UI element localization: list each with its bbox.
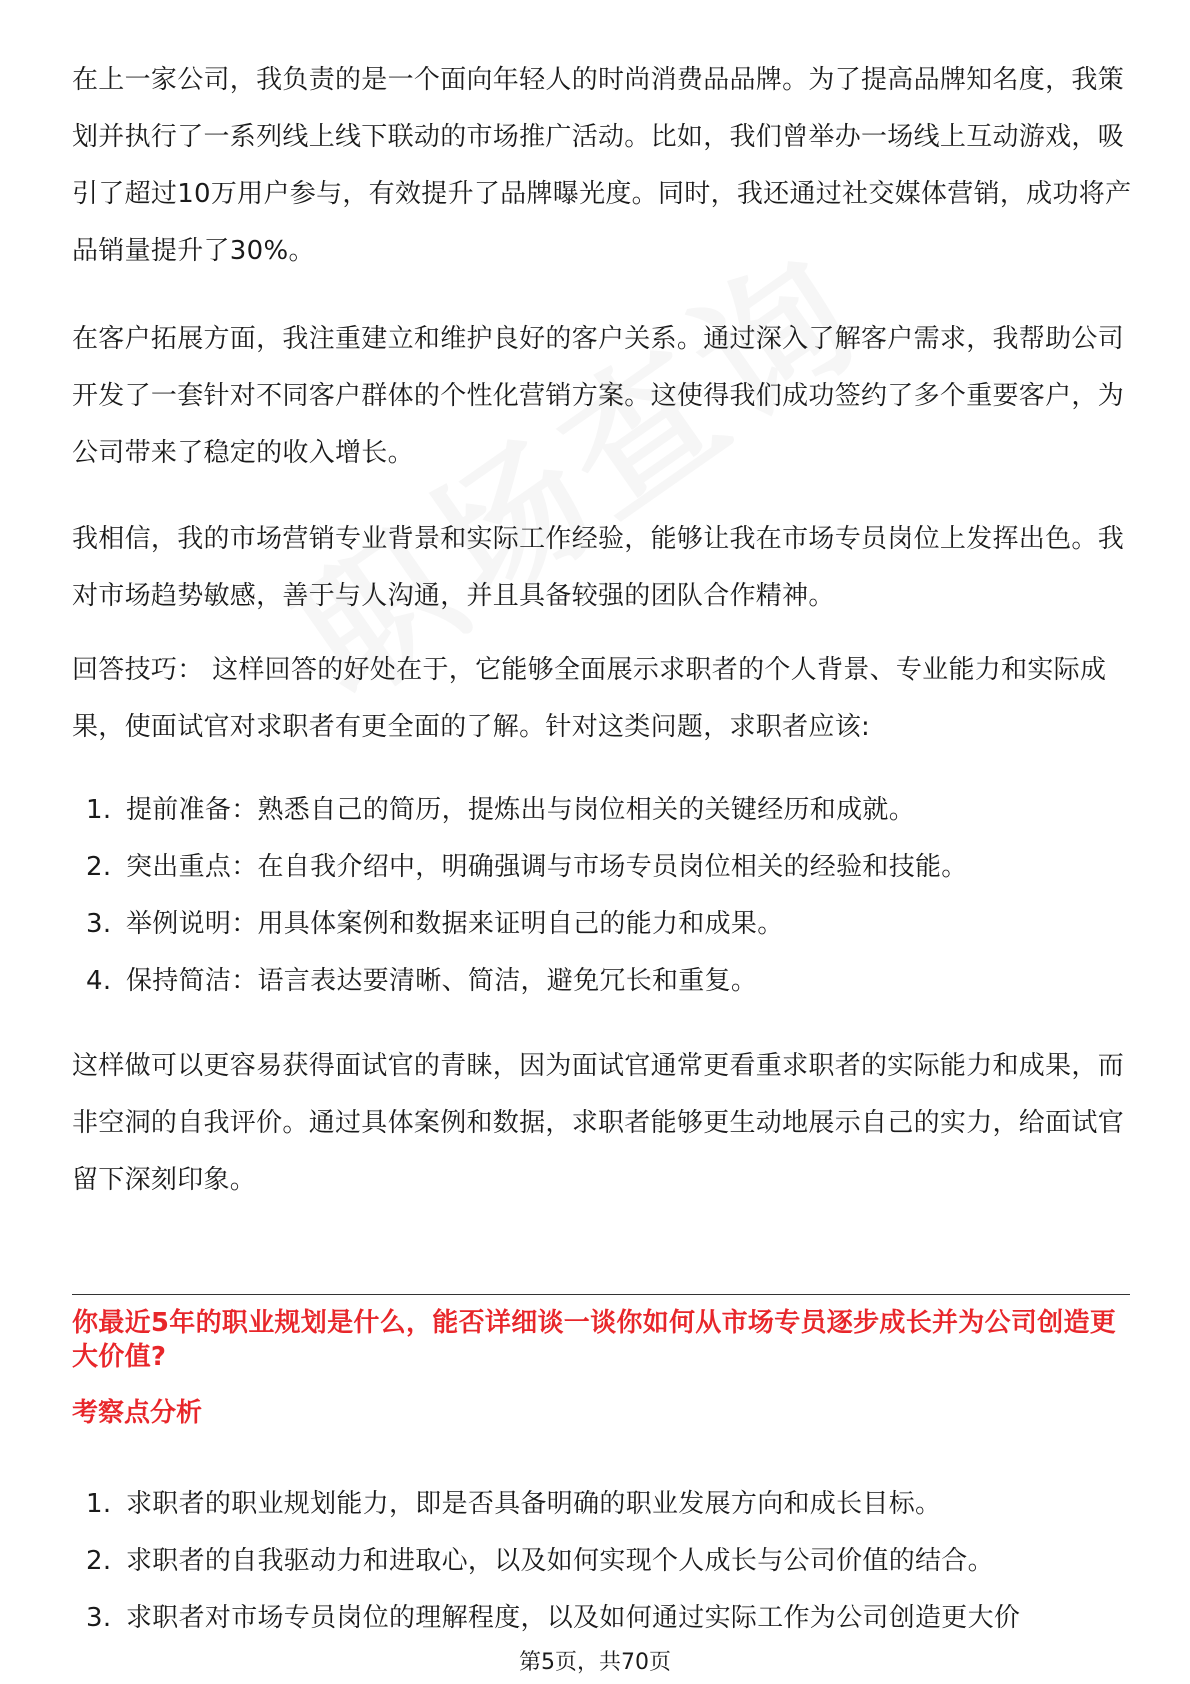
list-item: [72, 1476, 1132, 1533]
page-footer: 第5页，共70页: [0, 1648, 1190, 1678]
list-number: 2.: [86, 1546, 112, 1576]
list-text: 求职者的自我驱动力和进取心，以及如何实现个人成长与公司价值的结合。: [126, 1546, 994, 1576]
paragraph-client: 在客户拓展方面，我注重建立和维护良好的客户关系。通过深入了解客户需求，我帮助公司开发了一套针对不同客户群体的个性化营销方案。这使得我们成功签约了多个重要客户，为公司带来了稳定的收入增长。: [72, 324, 1125, 468]
paragraph-conclusion: 这样做可以更容易获得面试官的青睐，因为面试官通常更看重求职者的实际能力和成果，而非空洞的自我评价。通过具体案例和数据，求职者能够更生动地展示自己的实力，给面试官留下深刻印象。: [72, 1051, 1125, 1195]
paragraph-belief: 我相信，我的市场营销专业背景和实际工作经验，能够让我在市场专员岗位上发挥出色。我对市场趋势敏感，善于与人沟通，并且具备较强的团队合作精神。: [72, 524, 1125, 611]
list-text: 保持简洁：语言表达要清晰、简洁，避免冗长和重复。: [126, 966, 758, 996]
list-number: 1.: [86, 795, 112, 825]
interview-question: 你最近5年的职业规划是什么，能否详细谈一谈你如何从市场专员逐步成长并为公司创造更大价值?: [72, 1308, 1117, 1372]
section-divider: [72, 1294, 1130, 1295]
list-number: 1.: [86, 1489, 112, 1519]
paragraph-experience: 在上一家公司，我负责的是一个面向年轻人的时尚消费品品牌。为了提高品牌知名度，我策划并执行了一系列线上线下联动的市场推广活动。比如，我们曾举办一场线上互动游戏，吸引了超过10万用户参与，有效提升了品牌曝光度。同时，我还通过社交媒体营销，成功将产品销量提升了30%。: [72, 65, 1132, 266]
document-body: [72, 52, 1132, 1209]
list-number: 3.: [86, 909, 112, 939]
list-item: [72, 782, 1132, 839]
list-text: 突出重点：在自我介绍中，明确强调与市场专员岗位相关的经验和技能。: [126, 852, 968, 882]
paragraph-tips-intro: 回答技巧： 这样回答的好处在于，它能够全面展示求职者的个人背景、专业能力和实际成果，使面试官对求职者有更全面的了解。针对这类问题，求职者应该:: [72, 655, 1107, 742]
list-item: [72, 1533, 1132, 1590]
list-text: 求职者对市场专员岗位的理解程度，以及如何通过实际工作为公司创造更大价: [126, 1603, 1021, 1633]
tips-list: [72, 782, 1132, 1010]
list-number: 2.: [86, 852, 112, 882]
analysis-heading: 考察点分析: [72, 1398, 203, 1428]
list-item: [72, 1590, 1132, 1647]
list-item: [72, 839, 1132, 896]
list-number: 3.: [86, 1603, 112, 1633]
list-item: [72, 896, 1132, 953]
list-text: 提前准备：熟悉自己的简历，提炼出与岗位相关的关键经历和成就。: [126, 795, 916, 825]
list-number: 4.: [86, 966, 112, 996]
list-item: [72, 953, 1132, 1010]
list-text: 举例说明：用具体案例和数据来证明自己的能力和成果。: [126, 909, 784, 939]
analysis-list: [72, 1476, 1132, 1647]
list-text: 求职者的职业规划能力，即是否具备明确的职业发展方向和成长目标。: [126, 1489, 942, 1519]
